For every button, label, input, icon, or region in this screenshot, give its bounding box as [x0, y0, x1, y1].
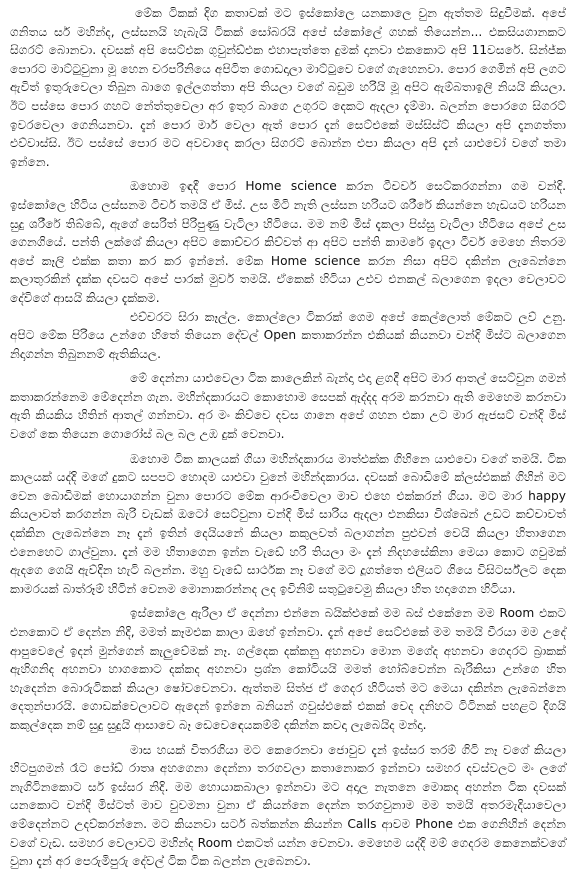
paragraph-5: ඔහොම ටික කාලයක් ගියා මහින්දකාරය මාත්එක්ක ගිහිනෙ යාළුවො වගේ තමයි. ටික කාලයක් යද්දි මගේ දුකට සපපට හොදම යාළුවා වුනේ මහින්දකාරය. දවසක් බොඩිමේ ක්ලස්එකක් ගිහින් මට වෙන බොඩිමක් හොයාගන්න වුනා පොරට මේක ආරංචිවෙලා මාව එහෙ එක්කරන් ගියා. මට මාර happy කියලාවත් කරගන්න බැරි වැඩක් ඔටෝ සෙට්වුනා චන්දි මිස් සාරිය ඇදලා එනකිසා විශ්ඛෙන් උඩට කච්චාවත් දක්කින ලැබෙන්නෙ නෑ දැන් ඉතින් දෙයියනේ කියලා කකුලවත් බලාගන්න පුළුවන් වෙයි කියලා හිතාගෙන එනෙහෙට ගාල්වුනා. දැන් මම හිතාගෙන ඉන්න වැඩේ හරි තියලා මං දැන් නිදහසේකිනා මෙයා කොට ගවුමක් ඇදගෙ ගෙයි ඇව්දින හැටි බලන්න. මහු වැඩේ සාර්ථක නෑ වගේ මට දූගත්තෙ එලියට ගියෙ විසිටර්ස්ලට දෙක කාමරයක් බාත්රූම් හිටින් වෙනම මොනාකරන්නද ලද ඉවිනිම් සතුටුවෙමු කියලා හිත හදාගෙන හිටියා.	[10, 451, 566, 596]
paragraph-4: මේ දෙන්නා යාළුවෙලා ටික කාලෙකින් බැන්දා එදා ළගදී අපිට මාර ආතල් සෙට්වුන ගමන් කතාකරන්නෙම මේදෙන්න ගැන. මහින්දකාරයට කොහොම සෙපක් ඇද්දද අරම කරනවා ඇති මෙහෙම කරනවා ඇති කියකිය හිතින් ආතල් ගන්නවා. අර මං කිව්වෙ දවස ගානෙ අපේ ගහන එකා උට මාර ඇජසට් චන්දි මිස් වගේ කෙ තියෙන ගොරෝස් බල බල උඹ දුක් වෙනවා.	[10, 371, 566, 442]
paragraph-6: ඉස්කෝලෙ ඇරිලා ඒ දෙන්නා එන්නෙ බයික්එකේ මම බස් එකේනෙ මම Room එකට එනකොට ඒ දෙන්න නිදි, මමත් කෑමඑක කාලා ඔහේ ඉන්නවා. දැන් අපේ සෙට්එකේ මම තමයි වීරයා මම උදේ ආපුවෙලේ ඉදන් මුන්ගෙන් කැලුවේමක් නෑ. ගල්දෙක දක්කනු අහනවා මොන මගේද අහනවා ගෙදරට බ්‍රාකක් ඇහිගනිද අහනවා හාගකොට දක්කද අහනවා ප්‍රශ්න කෝටියයි මමත් හෝබ්වෙන්න බැරිකිසා උන්ගෙ හිත හැදෙන්න බොරුටිකක් කියලා ෂෝවවෙනවා. ඇත්තම සිත්ජ ඒ ගෙදර හිටියත් මට මෙයා දකින්න ලැබෙන්නෙ දෙතුන්පාරයි. ගොඩක්වෙලාවට ඇදෙන් ඉන්නෙ බනියන් ගවුස්එකේ එකක් වෙද දනිහට ටිටිනක් පහළට දිගයි කකුල්දෙක නම් සුදු සුදුයි ආසාවෙ බෑ ඩෙවෙඳෙයකම්ම් දකින්න කවදා ලැබෙයිද මන්දා.	[10, 606, 566, 732]
paragraph-1: මේක ටිකක් දිග කතාවක් මට ඉස්කෝලෙ යනකාලෙ වුන ඇත්තම සිදුවීමක්. අපේ ගනිතය සර් මහින්ද, ලස්සනයි හැබැයි ටිකක් සෝබරයි අපේ ස්කෝලේ ගහක් තියෙන්න... එකසියගානකට සිගරට් බොනවා. දවසක් අපි සෙට්එක ගුවුන්ඩ්එක එහාපැත්තෙ දුමක් දානවා එකකොට අපි 11වසරේ. සින්ජ්ක පොරට මාට්ටුවුනා මූ හෙන චරපරිනියෙ අපිටිත ගොඩදාලා මාට්ටුවෙ වගේ ගැහෙනවා. පොර ගෙමින් අපි ලගට ඇවිත් ඉතුරුවෙලා තිබුන බාගෙ ඉල්ලගත්තා අපි තියලා වගේ බඩුම හරියි මූ අපිට ඇම්බතාඉලි නියයි කියලා. ඊට පස්සෙ පොර ගහට නේත්තුවෙලා අර ඉතුර බාගෙ උගුරට දෙකට ඇදලා දැම්මා. බලන්න පොරගෙ සිගරට් ඉවරවෙලා ගෙනියනවා. දැන් පොර මාර් වෙලා ඇත් පොර දැන් සෙට්එකේ මස්සිස්ට් කියලා අපි දැනගත්තා එව්වාස්සි. ඊට පස්සේ පොර මට අවවාදෙ කරලා සිගරට් බොන්න එපා කියලා අපි දැන් යාළුවෝ වගේ තමා ඉන්නෙ.	[10, 6, 566, 169]
paragraph-2: ඔහොම ඉඳදී පොර Home science කරන ටීචර්ව සෙට්කරගන්නා ගම චන්දි. ඉස්කෝලෙ හිටිය ලස්සනම ටීචර් තමයි ඒ මිස්. උස මිටි නැති ලස්සන හරියට ශරීරේ කියන්නෙ හැඩයට හරියන සුදු ශරීරේ තිබ්බේ, ඇගේ සෙරිත් පිරිපුණු වැටිලා හිටියෙ. මම නම් මිස් දැකලා පිස්සු වැටිලා හිටියෙ අපේ උස ගෙනගියේ. පන්ති ලක්ශේ කියලා අපිට කොච්චර කිව්වත් ආ අපිට පන්ති කාමරේ ඉදලා ටීචර් මෙහෙ නිතරම අපේ කෑලි එක්ක කතා කර කර ඉන්නේ. මේක Home science කරන නිසා අපිට දකින්න ලැබෙන්නෙ කලාතුරකින් දැක්ක දවසට අපේ පාරක් මුවර් තමයි. ඒකෙක් හිටියා උළුව එනකල් බලාගෙන ඉදලා වෙලාවට දේවිගේ ආසයි කියලා දැක්කම.	[10, 179, 566, 305]
paragraph-7: මාස හයක් විතරගියා මට කෙරෙනවා ජොවුව දැන් ඉස්සර තරම් ගිටි නෑ වගේ කියලා හිටපුගමන් රෑට පෝඩ් රාත්‍රු අහගෙනා දෙන්නා තරගවලා කතානොකර ඉන්නවා සමහර දවස්වලට මං ලගේ නැගිටිනකොට සර් ඉස්සර නිදි. මම හොයාකබාලා ඉන්නවා මට අදාල නැතනෙ මොකද අහන්න ටික දවසක් යනකොට චන්දි මිස්ටත් මාව වුවමනා වුනා ඒ කියන්නෙ දෙන්න තරගවුනාම මම තමයි අතරමැදියාවෙලා මේදෙන්නට උදව්කරන්නෙ. මට කියනවා සර්ට බත්කන්න කියන්න Calls ආවම Phone එක ගෙනිහින් දෙන්න වගේ වැඩ. සමහර වෙලාවට මහින්ද Room එකටත් යන්න වෙනවා. මෙහෙම යද්දි මම් ගෙදරම කෙනෙක්වගේ වුනා දැන් අර පෙරුමිපුරු දේවල් ටික ටික බලන්න ලැබෙනවා.	[10, 742, 566, 869]
paragraph-3: එච්චරට සිරා කෑල්ල. කොල්ලො ටිකරක් ගෙම අපේ කෙල්ලොත් මේකට ලව් උනු. අපිට මේක පිරියෙ උන්ගෙ හිතේ තියෙන දේවල් Open කතාකරන්න එකියක් කියනවා චන්දි මිස්ට බලාගෙන නිදාගන්න තිබුනනම් ඇතිකියල.	[10, 309, 566, 361]
